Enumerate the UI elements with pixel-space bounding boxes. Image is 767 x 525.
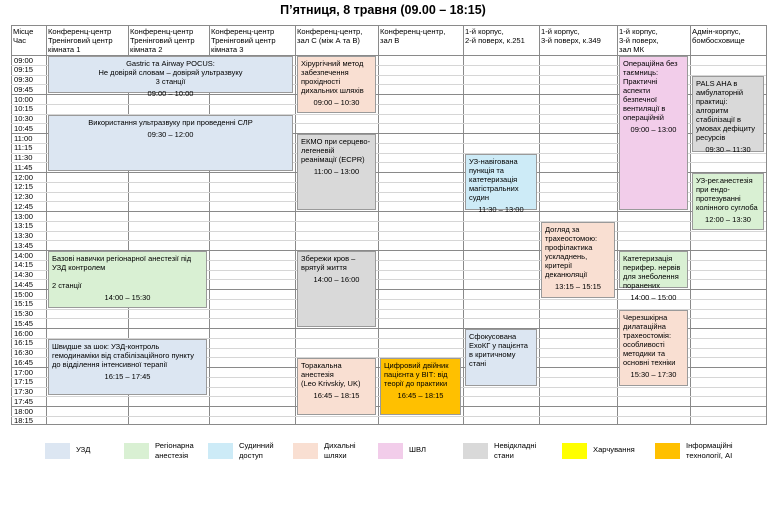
time-row-line bbox=[11, 211, 766, 212]
column-header: Конференц-центр Тренінговий центр кімната 1 bbox=[48, 27, 113, 54]
time-label: 10:45 bbox=[14, 123, 34, 133]
legend-swatch bbox=[655, 443, 680, 459]
legend-label: Невідкладні стани bbox=[494, 441, 537, 460]
time-label: 16:00 bbox=[14, 328, 34, 338]
session-e14[interactable] bbox=[619, 251, 688, 302]
session-e3[interactable] bbox=[48, 251, 207, 308]
session-time: 09:00 – 10:30 bbox=[313, 98, 360, 107]
time-label: 11:45 bbox=[14, 162, 33, 172]
session-title: Догляд за трахеостомою: профілактика ускладнень, критерії деканюляції bbox=[545, 224, 598, 279]
time-label: 12:15 bbox=[14, 182, 34, 192]
time-label: 14:30 bbox=[14, 270, 34, 279]
column-header: Конференц-центр Тренінговий центр кімната 2 bbox=[130, 27, 195, 54]
time-label: 13:30 bbox=[14, 231, 34, 240]
session-time: 09:30 – 12:00 bbox=[147, 129, 194, 139]
time-label: 17:15 bbox=[14, 377, 34, 387]
time-label: 17:00 bbox=[14, 367, 34, 377]
legend-label: Дихальні шляхи bbox=[324, 441, 356, 460]
time-label: 14:00 bbox=[14, 250, 34, 260]
column-header: 1-й корпус, 2-й поверх, к.251 bbox=[465, 27, 525, 45]
session-e7[interactable] bbox=[297, 251, 376, 327]
session-e13[interactable] bbox=[619, 56, 688, 210]
legend-label: Регіонарна анестезія bbox=[155, 441, 194, 460]
session-time: 16:45 – 18:15 bbox=[397, 391, 444, 401]
session-title: Операційна без таємниць: Практичні аспекти безпечної вентиляції в операційній bbox=[623, 59, 678, 122]
session-title: Катетеризація перифер. нервів для знеболення поранених bbox=[623, 254, 681, 290]
time-label: 11:30 bbox=[14, 153, 33, 162]
time-label: 12:00 bbox=[14, 172, 34, 182]
session-title: ЕКМО при серцево-легеневій реанімації (ECPR) bbox=[301, 137, 371, 164]
session-title: Сфокусована ЕхоКГ у пацієнта в критичному стані bbox=[469, 332, 528, 368]
time-label: 09:30 bbox=[14, 75, 34, 84]
legend-swatch bbox=[463, 443, 488, 459]
time-label: 10:30 bbox=[14, 114, 34, 123]
session-time: 09:00 – 13:00 bbox=[630, 125, 677, 134]
time-label: 13:45 bbox=[14, 240, 34, 250]
time-label: 18:15 bbox=[14, 416, 34, 426]
session-time: 11:00 – 13:00 bbox=[313, 167, 360, 176]
session-e17[interactable] bbox=[692, 173, 764, 230]
legend-label: УЗД bbox=[76, 445, 91, 454]
session-time: 12:00 – 13:30 bbox=[705, 215, 751, 224]
time-row-line bbox=[11, 231, 766, 232]
session-time: 13:15 – 15:15 bbox=[555, 281, 601, 291]
time-label: 14:15 bbox=[14, 260, 34, 270]
time-label: 15:15 bbox=[14, 299, 34, 309]
session-time: 14:00 – 15:00 bbox=[630, 293, 677, 302]
time-label: 11:15 bbox=[14, 143, 33, 153]
time-row-line bbox=[11, 416, 766, 417]
page-title: П’ятниця, 8 травня (09.00 – 18:15) bbox=[280, 3, 486, 17]
session-title: УЗ-навігована пункція та катетеризація магістральних судин bbox=[469, 156, 519, 202]
session-title: Торакальна анестезія (Leo Krivskiy, UK) bbox=[301, 361, 361, 389]
session-time: 16:45 – 18:15 bbox=[313, 391, 360, 401]
time-label: 09:00 bbox=[14, 55, 34, 65]
time-label: 17:45 bbox=[14, 396, 34, 406]
session-e8[interactable] bbox=[297, 358, 376, 415]
time-label: 17:30 bbox=[14, 387, 34, 396]
session-e12[interactable] bbox=[541, 222, 615, 298]
legend-label: Судинний доступ bbox=[239, 441, 274, 460]
legend-label: Харчування bbox=[593, 445, 635, 454]
time-label: 11:00 bbox=[14, 133, 33, 143]
session-e16[interactable] bbox=[692, 76, 764, 152]
time-row-line bbox=[11, 240, 766, 241]
legend-swatch bbox=[378, 443, 403, 459]
time-label: 16:30 bbox=[14, 348, 34, 357]
legend-swatch bbox=[208, 443, 233, 459]
session-time: 14:00 – 15:30 bbox=[104, 293, 151, 302]
session-e11[interactable] bbox=[465, 329, 537, 386]
column-header: Конференц-центр, зал В bbox=[380, 27, 446, 45]
time-label: 15:45 bbox=[14, 318, 34, 328]
session-title: Хірургічний метод забезпечення прохідності дихальних шляхів bbox=[301, 59, 364, 95]
time-label: 16:15 bbox=[14, 338, 34, 348]
time-label: 10:15 bbox=[14, 104, 34, 114]
session-time: 16:15 – 17:45 bbox=[104, 371, 151, 381]
session-time: 14:00 – 16:00 bbox=[313, 275, 360, 284]
session-title: Збережи кров – врятуй життя bbox=[301, 254, 356, 272]
session-title: Базові навички регіонарної анестезії під УЗД контролем 2 станції bbox=[52, 254, 192, 290]
time-label: 13:15 bbox=[14, 221, 34, 231]
legend-label: Інформаційні технології, АІ bbox=[686, 441, 733, 460]
session-time: 09:00 – 10:00 bbox=[147, 89, 194, 98]
session-title: Черезшкірна дилатаційна трахеостомія: особливості методики та основні техніки bbox=[623, 312, 676, 367]
time-label: 12:30 bbox=[14, 192, 34, 201]
legend-swatch bbox=[45, 443, 70, 459]
column-header: Конференц-центр, зал С (між А та В) bbox=[297, 27, 363, 45]
session-e15[interactable] bbox=[619, 310, 688, 386]
time-label: 12:45 bbox=[14, 201, 34, 211]
session-title: Gastric та Airway POCUS: Не довіряй словам – довіряй ультразвуку 3 станції bbox=[98, 59, 243, 86]
session-e1[interactable] bbox=[48, 56, 293, 98]
header-place-time: Місце Час bbox=[13, 27, 34, 45]
session-e2[interactable] bbox=[48, 115, 293, 172]
legend-swatch bbox=[124, 443, 149, 459]
time-label: 14:45 bbox=[14, 279, 34, 289]
time-label: 15:30 bbox=[14, 309, 34, 318]
session-time: 11:30 – 13:00 bbox=[478, 204, 524, 214]
schedule-grid bbox=[11, 25, 766, 424]
time-row-line bbox=[11, 221, 766, 222]
column-header: 1-й корпус, 3-й поверх, зал МК bbox=[619, 27, 659, 54]
session-e10[interactable] bbox=[465, 154, 537, 214]
time-label: 13:00 bbox=[14, 211, 34, 221]
column-header: Адмін-корпус, бомбосховище bbox=[692, 27, 745, 45]
session-title: Використання ультразвуку при проведенні СЛР bbox=[88, 117, 253, 127]
session-e5[interactable] bbox=[297, 56, 376, 113]
session-time: 09:30 – 11:30 bbox=[705, 144, 751, 154]
session-time: 15:30 – 17:30 bbox=[630, 369, 677, 379]
legend-swatch bbox=[562, 443, 587, 459]
time-label: 15:00 bbox=[14, 289, 34, 299]
session-title: Цифровий двійник пацієнта у ВІТ: від теорії до практики bbox=[384, 361, 449, 389]
session-title: Швидше за шок: УЗД-контроль гемодинаміки від стабілізаційного пункту до відділення інтенсивної терапії bbox=[52, 341, 195, 369]
time-label: 10:00 bbox=[14, 94, 34, 104]
column-header: Конференц-центр Тренінговий центр кімната 3 bbox=[211, 27, 276, 54]
session-title: УЗ-рег.анестезія при ендо-протезуванні колінного суглоба bbox=[696, 176, 758, 212]
session-e9[interactable] bbox=[380, 358, 461, 415]
session-e4[interactable] bbox=[48, 339, 207, 396]
session-title: PALS AHA в амбулаторній практиці: алгоритм стабілізації в умовах дефіциту ресурсів bbox=[696, 78, 756, 142]
legend-swatch bbox=[293, 443, 318, 459]
time-label: 18:00 bbox=[14, 406, 34, 416]
time-label: 16:45 bbox=[14, 357, 34, 367]
session-e6[interactable] bbox=[297, 134, 376, 210]
legend-label: ШВЛ bbox=[409, 445, 426, 454]
column-header: 1-й корпус, 3-й поверх, к.349 bbox=[541, 27, 601, 45]
time-label: 09:45 bbox=[14, 84, 34, 94]
time-label: 09:15 bbox=[14, 65, 34, 75]
